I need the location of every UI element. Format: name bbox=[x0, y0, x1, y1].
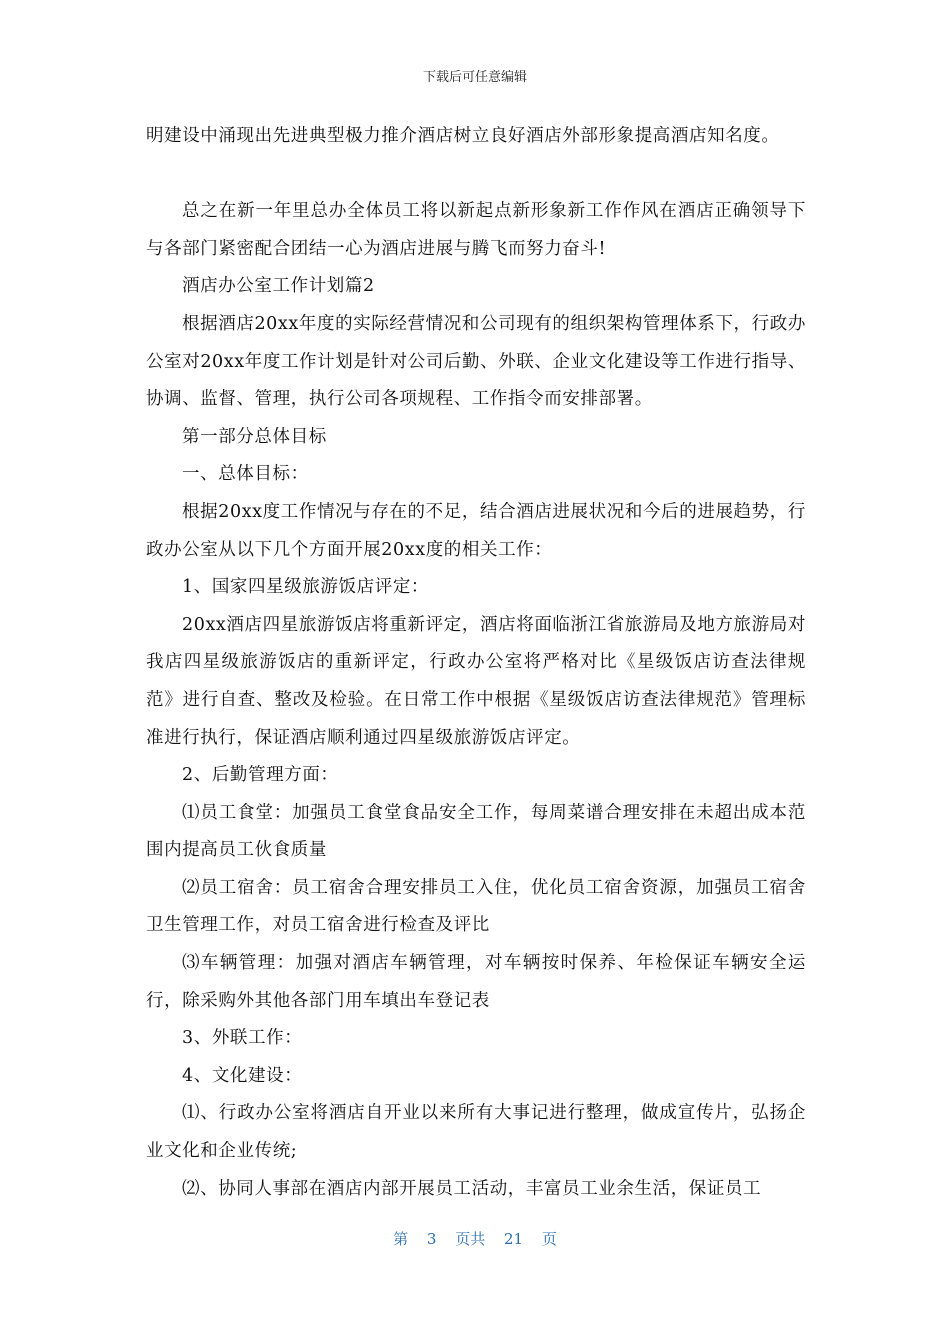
paragraph-1: 明建设中涌现出先进典型极力推介酒店树立良好酒店外部形象提高酒店知名度。 bbox=[146, 126, 780, 146]
footer-label-1: 第 bbox=[393, 1230, 409, 1248]
item-3-heading: 3、外联工作： bbox=[182, 1028, 303, 1049]
paragraph-17: ⑵、协同人事部在酒店内部开展员工活动，丰富员工业余生活，保证员工 bbox=[182, 1178, 762, 1199]
footer-page-number: 3 bbox=[426, 1230, 437, 1248]
footer-label-2: 页共 bbox=[455, 1230, 486, 1248]
paragraph-gap bbox=[146, 156, 806, 194]
paragraph-11: ⑴员工食堂：加强员工食堂食品安全工作，每周菜谱合理安排在未超出成本范围内提高员工伙食质量 bbox=[146, 802, 806, 861]
item-2-heading: 2、后勤管理方面： bbox=[182, 765, 339, 786]
paragraph-2: 总之在新一年里总办全体员工将以新起点新形象新工作作风在酒店正确领导下与各部门紧密配合团结一心为酒店进展与腾飞而努力奋斗! bbox=[146, 201, 806, 259]
item-1-heading: 1、国家四星级旅游饭店评定： bbox=[182, 577, 430, 598]
paragraph-9: 20xx酒店四星旅游饭店将重新评定，酒店将面临浙江省旅游局及地方旅游局对我店四星级旅游饭店的重新评定，行政办公室将严格对比《星级饭店访查法律规范》进行自查、整改及检验。在日常工作中根据《星级饭店访查法律规范》管理标准进行执行，保证酒店顺利通过四星级旅游饭店评定。 bbox=[146, 614, 806, 748]
item-4-heading: 4、文化建设： bbox=[182, 1065, 303, 1086]
footer-label-3: 页 bbox=[541, 1230, 557, 1248]
page-footer bbox=[0, 1228, 950, 1249]
section-title: 酒店办公室工作计划篇2 bbox=[182, 276, 375, 297]
paragraph-7: 根据20xx度工作情况与存在的不足，结合酒店进展状况和今后的进展趋势，行政办公室从以下几个方面开展20xx度的相关工作： bbox=[146, 501, 806, 560]
goal-heading: 一、总体目标： bbox=[182, 464, 309, 485]
paragraph-12: ⑵员工宿舍：员工宿舍合理安排员工入住，优化员工宿舍资源，加强员工宿舍卫生管理工作，对员工宿舍进行检查及评比 bbox=[146, 877, 806, 936]
paragraph-4: 根据酒店20xx年度的实际经营情况和公司现有的组织架构管理体系下，行政办公室对20xx年度工作计划是针对公司后勤、外联、企业文化建设等工作进行指导、协调、监督、管理，执行公司各项规程、工作指令而安排部署。 bbox=[146, 313, 806, 410]
footer-total-pages: 21 bbox=[504, 1230, 524, 1248]
paragraph-16: ⑴、行政办公室将酒店自开业以来所有大事记进行整理，做成宣传片，弘扬企业文化和企业传统; bbox=[146, 1103, 806, 1162]
document-body bbox=[146, 118, 806, 1208]
part-heading: 第一部分总体目标 bbox=[182, 426, 327, 447]
page-header: 下载后可任意编辑 bbox=[422, 70, 527, 85]
paragraph-13: ⑶车辆管理：加强对酒店车辆管理，对车辆按时保养、年检保证车辆安全运行，除采购外其他各部门用车填出车登记表 bbox=[146, 953, 806, 1011]
